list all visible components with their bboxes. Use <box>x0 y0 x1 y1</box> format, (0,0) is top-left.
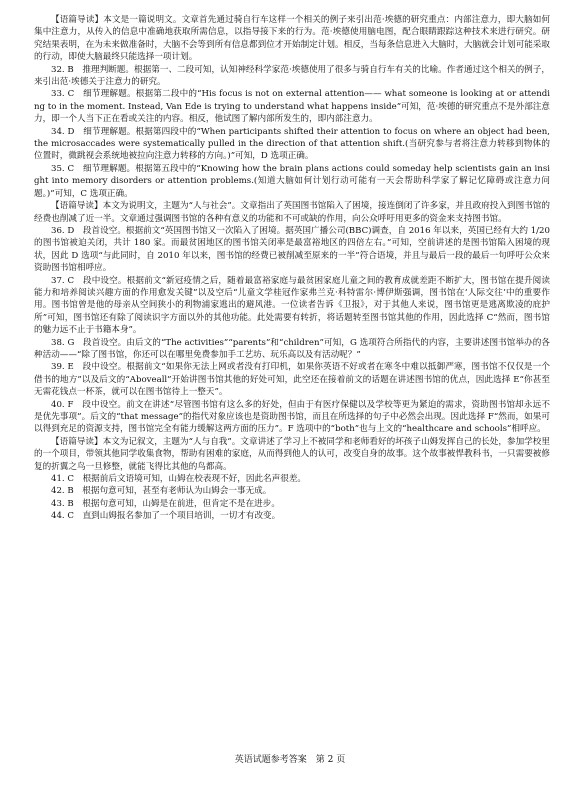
answer-item-39: 39. E 段中设空。根据前文“如果你无法上网或者没有打印机，如果你英语不好或者在寒冬中难以抵御严寒，图书馆不仅仅是一个借书的地方”以及后文的“Aboveall”开始讲图书馆其他的好处可知，此空还在接着前文的话题在讲述图书馆的优点，因此选择 E“你甚至无需花钱点一杯茶，就可以在图书馆待上一整天”。 <box>34 362 550 398</box>
answer-item-37: 37. C 段中设空。根据前文“新冠疫情之后，随着最富裕家庭与最贫困家庭儿童之间的教育成就差距不断扩大，图书馆在提升阅读能力和培养阅读兴趣方面的作用愈发关键”以及空后“儿童文学桂冠作家弗兰克·科特雷尔·博伊斯强调，图书馆在‘人际交往’中的重要作用。图书馆曾是他的母亲从空间狭小的利物浦家逃出的避风港。一位读者告诉《卫报》，对于其他人来说，图书馆更是逃离欺凌的庇护所”可知，图书馆还有除了阅读识字方面以外的其他功能。此处需要有转折，将话题转至图书馆其他的作用，因此选择 C“然而，图书馆的魅力远不止于书籍本身”。 <box>34 275 550 336</box>
reading-guide-paragraph: 【语篇导读】本文为说明文，主题为“人与社会”。文章指出了英国图书馆陷入了困境，接连倒闭了许多家，并且政府投入到图书馆的经费也削减了近一半。文章通过强调图书馆的各种有意义的功能和不可或缺的作用，向公众呼吁用更多的资金来支持图书馆。 <box>34 201 550 224</box>
answer-item-33: 33. C 细节理解题。根据第二段中的“His focus is not on external attention—— what someone is looking at or attending to in the moment. Instead, Van Ede is trying to understand what happens inside”可知，范·埃德的研究重点不是外部注意力，即一个人当下正在看或关注的内容。相反，他试图了解内部所发生的，即内部注意力。 <box>34 89 550 125</box>
answer-item-35: 35. C 细节理解题。根据第五段中的“Knowing how the brain plans actions could someday help scientists gain an insight into memory disorders or attention problems.(知道大脑如何计划行动可能有一天会帮助科学家了解记忆障碍或注意力问题。)”可知，C 选项正确。 <box>34 163 550 199</box>
answer-item-44: 44. C 直到山姆报名参加了一个项目培训，一切才有改变。 <box>51 511 281 522</box>
answer-item-34: 34. D 细节理解题。根据第四段中的“When participants shifted their attention to focus on where an object had been, the microsaccades were systematically pulled in the direction of that attention shift.(当研究参与者将注意力转移到物体的位置时，微跳视会系统地被拉向注意力转移的方向。)”可知，D 选项正确。 <box>34 126 550 162</box>
answer-item-36: 36. D 段首设空。根据前文“英国图书馆又一次陷入了困境。据英国广播公司(BBC)调查，自 2016 年以来，英国已经有大约 1/20 的图书馆被迫关闭，共计 180 家。而最贫困地区的图书馆关闭率是最富裕地区的四倍左右。”可知，空前讲述的是图书馆陷入困境的现状，因此 D 选项“与此同时，自 2010 年以来，图书馆的经费已被削减至原来的一半”符合语境，并且与最后一段的最后一句呼吁公众来资助图书馆相呼应。 <box>34 225 550 274</box>
answer-item-38: 38. G 段首设空。由后文的“The activities”“parents”和“children”可知，G 选项符合所指代的内容，主要讲述图书馆举办的各种活动——“除了图书馆，你还可以在哪里免费参加手工艺坊、玩乐高以及有活动呢？” <box>34 337 550 360</box>
answer-item-43: 43. B 根据句意可知，山姆是在前进，但肯定不是在进步。 <box>51 498 280 509</box>
answer-item-32: 32. B 推理判断题。根据第一、二段可知，认知神经科学家范·埃德使用了很多与骑自行车有关的比喻。作者通过这个相关的例子，来引出范·埃德关于注意力的研究。 <box>34 64 550 88</box>
answer-item-41: 41. C 根据前后文语境可知，山姆在校表现不好，因此名声很差。 <box>51 474 307 485</box>
answer-item-40: 40. F 段中设空。前文在讲述“尽管图书馆有这么多的好处，但由于有医疗保健以及学校等更为紧迫的需求，资助图书馆却永远不是优先事项”。后文的“that message”的指代对象应该也是资助图书馆，而且在所选择的句子中必然会出现。因此选择 F“然而，如果可以得到充足的资源支持，图书馆完全有能力缓解这两方面的压力”。F 选项中的“both”也与上文的“healthcare and schools”相呼应。 <box>34 399 550 435</box>
answer-item-42: 42. B 根据句意可知，甚至有老师认为山姆会一事无成。 <box>51 486 272 497</box>
reading-guide-paragraph: 【语篇导读】本文为记叙文，主题为“人与自我”。文章讲述了学习上不被同学和老师看好的坏孩子山姆发挥自己的长处，参加学校里的一个项目，带领其他同学收集食物，帮助有困难的家庭，从而得到他人的认可，改变自身的故事。这个故事被悍教科书，一只需要被修复的折翼之鸟一旦修整，就能飞得比其他的鸟都高。 <box>34 436 550 472</box>
reading-guide-paragraph: 【语篇导读】本文是一篇说明文。文章首先通过骑自行车这样一个相关的例子来引出范·埃德的研究重点：内部注意力，即大脑如何集中注意力，从传入的信息中准确地获取所需信息，以指导接下来的行为。范·埃德使用脑电图，配合眼睛跟踪这种技术来进行研究。研究结果表明，在为未来做准备时，大脑不会等到所有信息都到位才开始制定计划。相反，当每条信息进入大脑时，大脑就会计划可能采取的行动，即使大脑最终只能选择一项计划。 <box>34 15 550 63</box>
page-footer: 英语试题参考答案 第 2 页 <box>234 755 346 765</box>
